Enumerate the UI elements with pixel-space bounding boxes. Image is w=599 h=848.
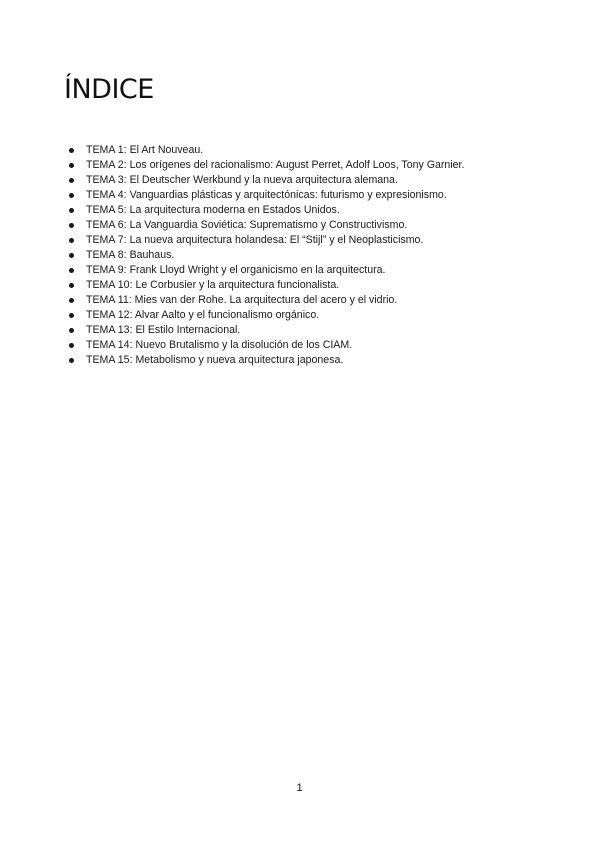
toc-item-label: TEMA 2: Los orígenes del racionalismo: August Perret, Adolf Loos, Tony Garnier. (86, 159, 465, 171)
toc-item (69, 158, 464, 173)
toc-item (69, 188, 464, 203)
toc-item-label: TEMA 10: Le Corbusier y la arquitectura funcionalista. (86, 279, 340, 291)
bullet-icon (69, 283, 74, 288)
toc-item-label: TEMA 11: Mies van der Rohe. La arquitectura del acero y el vidrio. (86, 294, 398, 306)
toc-item-label: TEMA 6: La Vanguardia Soviética: Suprematismo y Constructivismo. (86, 219, 408, 231)
toc-item (69, 218, 464, 233)
toc-item-label: TEMA 12: Alvar Aalto y el funcionalismo orgánico. (86, 309, 320, 321)
page-number: 1 (296, 782, 303, 794)
toc-item (69, 263, 464, 278)
bullet-icon (69, 193, 74, 198)
bullet-icon (69, 148, 74, 153)
bullet-icon (69, 298, 74, 303)
toc-item (69, 293, 464, 308)
bullet-icon (69, 343, 74, 348)
toc-item-label: TEMA 3: El Deutscher Werkbund y la nueva arquitectura alemana. (86, 174, 398, 186)
toc-item-label: TEMA 7: La nueva arquitectura holandesa: El “Stijl” y el Neoplasticismo. (86, 234, 424, 246)
toc-item (69, 173, 464, 188)
toc-item-label: TEMA 4: Vanguardias plásticas y arquitectónicas: futurismo y expresionismo. (86, 189, 447, 201)
toc-item-label: TEMA 5: La arquitectura moderna en Estados Unidos. (86, 204, 340, 216)
bullet-icon (69, 313, 74, 318)
bullet-icon (69, 223, 74, 228)
toc-item (69, 233, 464, 248)
toc-item (69, 143, 464, 158)
toc-item (69, 338, 464, 353)
toc-item (69, 248, 464, 263)
toc-item (69, 323, 464, 338)
bullet-icon (69, 163, 74, 168)
toc-item (69, 308, 464, 323)
toc-item-label: TEMA 13: El Estilo Internacional. (86, 324, 241, 336)
table-of-contents (69, 143, 464, 368)
bullet-icon (69, 328, 74, 333)
toc-item (69, 203, 464, 218)
toc-item-label: TEMA 1: El Art Nouveau. (86, 144, 204, 156)
toc-item (69, 353, 464, 368)
bullet-icon (69, 268, 74, 273)
toc-item-label: TEMA 15: Metabolismo y nueva arquitectura japonesa. (86, 354, 344, 366)
bullet-icon (69, 253, 74, 258)
toc-item-label: TEMA 9: Frank Lloyd Wright y el organicismo en la arquitectura. (86, 264, 386, 276)
page-title: ÍNDICE (64, 74, 154, 105)
bullet-icon (69, 208, 74, 213)
toc-item (69, 278, 464, 293)
bullet-icon (69, 178, 74, 183)
toc-item-label: TEMA 14: Nuevo Brutalismo y la disolución de los CIAM. (86, 339, 353, 351)
bullet-icon (69, 358, 74, 363)
toc-item-label: TEMA 8: Bauhaus. (86, 249, 175, 261)
bullet-icon (69, 238, 74, 243)
